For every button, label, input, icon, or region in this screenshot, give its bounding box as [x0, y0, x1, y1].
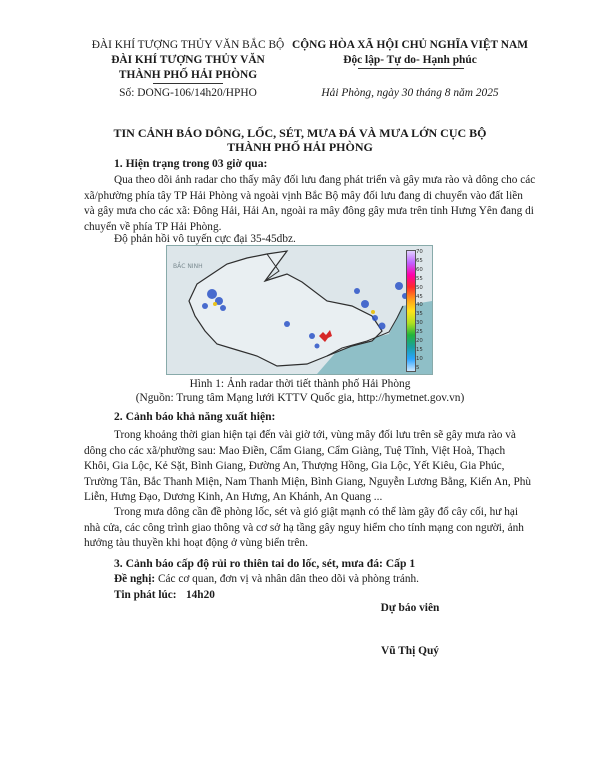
issue-time-value: 14h20: [186, 589, 215, 601]
bulletin-title: TIN CẢNH BÁO DÔNG, LỐC, SÉT, MƯA ĐÁ VÀ MƯA LỚN CỤC BỘ: [113, 126, 487, 140]
scale-label: 50: [416, 284, 423, 291]
section1-paragraph: [84, 173, 536, 235]
agency-name: ĐÀI KHÍ TƯỢNG THỦY VĂN: [111, 54, 265, 66]
motto-underline: [358, 68, 464, 69]
doc-number: Số: DONG-106/14h20/HPHO: [119, 87, 257, 99]
echo-cell: [315, 344, 320, 349]
agency-parent: ĐÀI KHÍ TƯỢNG THỦY VĂN BẮC BỘ: [91, 39, 285, 51]
scale-label: 35: [416, 311, 423, 318]
section2-warning-line: Trong mưa dông cần đề phòng lốc, sét và gió giật mạnh có thể làm gãy đổ cây cối, hư hại: [114, 506, 518, 518]
section1-line: xã/phường phía tây TP Hải Phòng và ngoài vịnh Bắc Bộ mây đối lưu đang di chuyển vào đất liền: [84, 189, 523, 202]
echo-cell: [309, 333, 315, 339]
nation-motto: Độc lập- Tự do- Hạnh phúc: [343, 54, 477, 66]
echo-cell: [379, 323, 386, 330]
echo-cell: [202, 303, 208, 309]
echo-core: [213, 302, 217, 306]
reflectivity-scale: [406, 250, 416, 372]
echo-core: [371, 310, 375, 314]
echo-cell: [395, 282, 403, 290]
recommendation-label: Đề nghị:: [114, 573, 156, 585]
echo-cell: [354, 288, 360, 294]
section2-warning-line: nhà cửa, các công trình giao thông và cơ sở hạ tầng gây nguy hiểm cho tính mạng con người, ảnh: [84, 521, 524, 534]
radar-image: [166, 245, 433, 375]
section2-line: Trong khoảng thời gian hiện tại đến vài giờ tới, vùng mây đối lưu trên sẽ gây mưa rào và: [114, 429, 516, 441]
section2-warning-paragraph: [84, 505, 524, 552]
section2-paragraph: [84, 428, 532, 506]
section3-heading: 3. Cảnh báo cấp độ rủi ro thiên tai do lốc, sét, mưa đá: Cấp 1: [114, 557, 416, 570]
figure-source: (Nguồn: Trung tâm Mạng lưới KTTV Quốc gia, http://hymetnet.gov.vn): [135, 392, 465, 404]
echo-cell: [207, 289, 217, 299]
section2-line: dông cho các xã/phường sau: Mao Điền, Cẩm Giang, Cẩm Giàng, Tuệ Tĩnh, Việt Hoà, Thạch: [84, 444, 506, 457]
scale-label: 5: [416, 364, 420, 371]
bulletin-subtitle: THÀNH PHỐ HẢI PHÒNG: [227, 140, 373, 154]
radar-map: [167, 246, 432, 374]
nation-title: CỘNG HÒA XÃ HỘI CHỦ NGHĨA VIỆT NAM: [292, 39, 528, 51]
issue-date: Hải Phòng, ngày 30 tháng 8 năm 2025: [321, 87, 499, 99]
scale-label: 70: [416, 249, 423, 255]
signer-name: Vũ Thị Quý: [380, 645, 440, 657]
scale-label: 40: [416, 302, 423, 309]
scale-label: 20: [416, 338, 423, 345]
place-label: BẮC NINH: [173, 263, 203, 270]
scale-label: 25: [416, 329, 423, 336]
figure-caption: Hình 1: Ảnh radar thời tiết thành phố Hải Phòng: [189, 378, 411, 390]
section2-warning-line: hưởng tàu thuyền khi hoạt động ở vùng biển trên.: [84, 537, 308, 549]
echo-cell: [220, 305, 226, 311]
scale-label: 55: [416, 275, 423, 282]
signer-role: Dự báo viên: [380, 602, 440, 614]
scale-label: 45: [416, 293, 423, 300]
agency-city: THÀNH PHỐ HẢI PHÒNG: [118, 69, 258, 81]
issue-time-label: Tin phát lúc:: [114, 589, 177, 601]
section1-line: và gây mưa cho các xã: Đông Hải, Hải An, ngoài ra mây đông gây mưa trên tỉnh Hưng Yên đang di: [84, 205, 534, 217]
section2-line: Khôi, Gia Lộc, Kẻ Sặt, Bình Giang, Đường An, Thượng Hồng, Gia Lộc, Yết Kiêu, Gia Phúc,: [84, 460, 505, 472]
section2-heading: 2. Cảnh báo khả năng xuất hiện:: [114, 410, 276, 423]
reflectivity-text: Độ phản hồi vô tuyến cực đại 35-45dbz.: [114, 233, 296, 245]
echo-cell: [361, 300, 369, 308]
section2-line: Trường Tân, Bắc Thanh Miện, Nam Thanh Miện, Bình Giang, Nguyễn Lương Bằng, Kiến An, Phù: [84, 475, 532, 488]
recommendation: [114, 572, 419, 588]
scale-label: 10: [416, 355, 423, 362]
echo-cell: [372, 315, 378, 321]
section1-heading: 1. Hiện trạng trong 03 giờ qua:: [114, 157, 268, 170]
section2-line: Liễn, Hưng Đạo, Dương Kinh, An Hưng, An Khánh, An Quang ...: [84, 491, 383, 503]
section1-line: chuyển về phía TP Hải Phòng.: [84, 220, 222, 233]
scale-label: 65: [416, 257, 423, 264]
echo-cell: [284, 321, 290, 327]
scale-label: 15: [416, 346, 423, 353]
scale-label: 30: [416, 320, 423, 327]
scale-label: 60: [416, 266, 423, 273]
scale-labels: [416, 248, 432, 373]
agency-underline: [153, 83, 223, 84]
section1-line: Qua theo dõi ảnh radar cho thấy mây đối lưu đang phát triển và gây mưa rào và dông cho các: [114, 174, 536, 186]
recommendation-text: Các cơ quan, đơn vị và nhân dân theo dõi và phòng tránh.: [155, 573, 419, 585]
